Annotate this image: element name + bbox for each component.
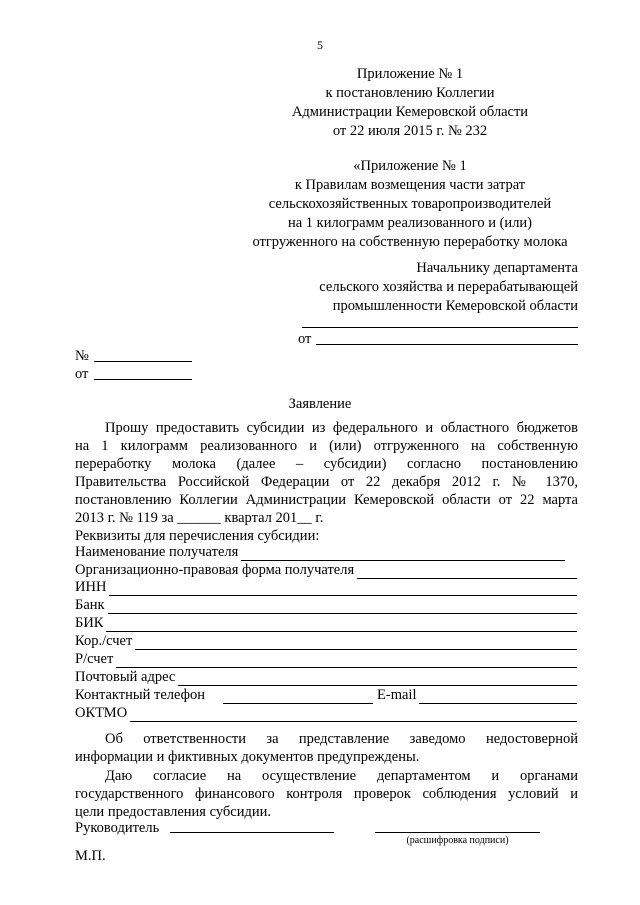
addressee-line: промышленности Кемеровской области [332, 298, 578, 314]
rules-appendix-line: к Правилам возмещения части затрат [294, 177, 526, 193]
phone-input[interactable] [223, 690, 373, 704]
account-input[interactable] [116, 654, 577, 668]
oktmo-input[interactable] [130, 708, 577, 722]
email-input[interactable] [419, 690, 577, 704]
body-line-quarter[interactable]: 2013 г. № 119 за ______ квартал 201__ г. [75, 510, 324, 526]
oktmo-label: ОКТМО [75, 705, 128, 721]
account-field[interactable] [75, 650, 577, 668]
postal-address-input[interactable] [178, 672, 577, 686]
body-line: на 1 килограмм реализованного и (или) отгруженного на собственную [75, 438, 578, 454]
consent-line: Даю согласие на осуществление департаментом и органами [105, 768, 578, 784]
bank-input[interactable] [108, 600, 577, 614]
legal-form-label: Организационно-правовая форма получателя [75, 562, 355, 578]
document-title: Заявление [288, 396, 352, 412]
addressee-line: сельского хозяйства и перерабатывающей [319, 279, 578, 295]
body-line: постановлению Коллегии Администрации Кемеровской области от 22 марта [75, 492, 578, 508]
appendix-line: от 22 июля 2015 г. № 232 [332, 123, 488, 139]
responsibility-line: Об ответственности за представление заведомо недостоверной [105, 731, 578, 747]
corr-account-input[interactable] [135, 636, 577, 650]
recipient-name-field[interactable] [75, 543, 565, 561]
appendix-line: Администрации Кемеровской области [291, 104, 529, 120]
bank-field[interactable] [75, 596, 577, 614]
stamp-label: М.П. [75, 848, 106, 864]
applicant-from-field[interactable] [316, 344, 578, 345]
recipient-name-label: Наименование получателя [75, 544, 239, 560]
head-label: Руководитель [75, 820, 160, 836]
registration-date-field[interactable] [94, 379, 192, 380]
bik-field[interactable] [75, 614, 577, 632]
legal-form-input[interactable] [357, 565, 577, 579]
postal-address-field[interactable] [75, 668, 577, 686]
corr-account-field[interactable] [75, 632, 577, 650]
corr-account-label: Кор./счет [75, 633, 133, 649]
registration-number-field[interactable] [94, 361, 192, 362]
page-number: 5 [317, 38, 323, 52]
bank-label: Банк [75, 597, 105, 613]
rules-appendix-line: отгруженного на собственную переработку молока [252, 234, 568, 250]
responsibility-line: информации и фиктивных документов предупреждены. [75, 749, 420, 765]
appendix-title: Приложение № 1 [356, 66, 464, 82]
consent-line: государственного финансового контроля проверок соблюдения условий и [75, 786, 578, 802]
signature-field[interactable] [170, 832, 334, 833]
inn-label: ИНН [75, 579, 107, 595]
consent-line: цели предоставления субсидии. [75, 804, 271, 820]
phone-label: Контактный телефон [75, 687, 206, 703]
from-label: от [298, 331, 312, 347]
rules-appendix-line: сельскохозяйственных товаропроизводителей [268, 196, 552, 212]
addressee-blank-line[interactable] [302, 327, 578, 328]
oktmo-field[interactable] [75, 704, 577, 722]
contact-row [75, 686, 577, 704]
bik-label: БИК [75, 615, 104, 631]
body-line: Прошу предоставить субсидии из федерального и областного бюджетов [105, 420, 578, 436]
postal-address-label: Почтовый адрес [75, 669, 176, 685]
rules-appendix-line: на 1 килограмм реализованного и (или) [287, 215, 533, 231]
body-line: Правительства Российской Федерации от 22 декабря 2012 г. № 1370, [75, 474, 578, 490]
bik-input[interactable] [106, 618, 577, 632]
registration-date-label: от [75, 366, 89, 382]
account-label: Р/счет [75, 651, 114, 667]
appendix-line: к постановлению Коллегии [325, 85, 495, 101]
requisites-heading: Реквизиты для перечисления субсидии: [75, 528, 320, 544]
recipient-name-input[interactable] [241, 547, 565, 561]
inn-input[interactable] [109, 582, 577, 596]
rules-appendix-title: «Приложение № 1 [353, 158, 467, 174]
inn-field[interactable] [75, 578, 577, 596]
signature-decode-caption: (расшифровка подписи) [406, 835, 509, 846]
legal-form-field[interactable] [75, 561, 577, 579]
addressee-line: Начальнику департамента [416, 260, 578, 276]
body-line: переработку молока (далее – субсидии) согласно постановлению [75, 456, 578, 472]
email-label: E-mail [377, 687, 417, 703]
registration-number-label: № [75, 348, 89, 364]
